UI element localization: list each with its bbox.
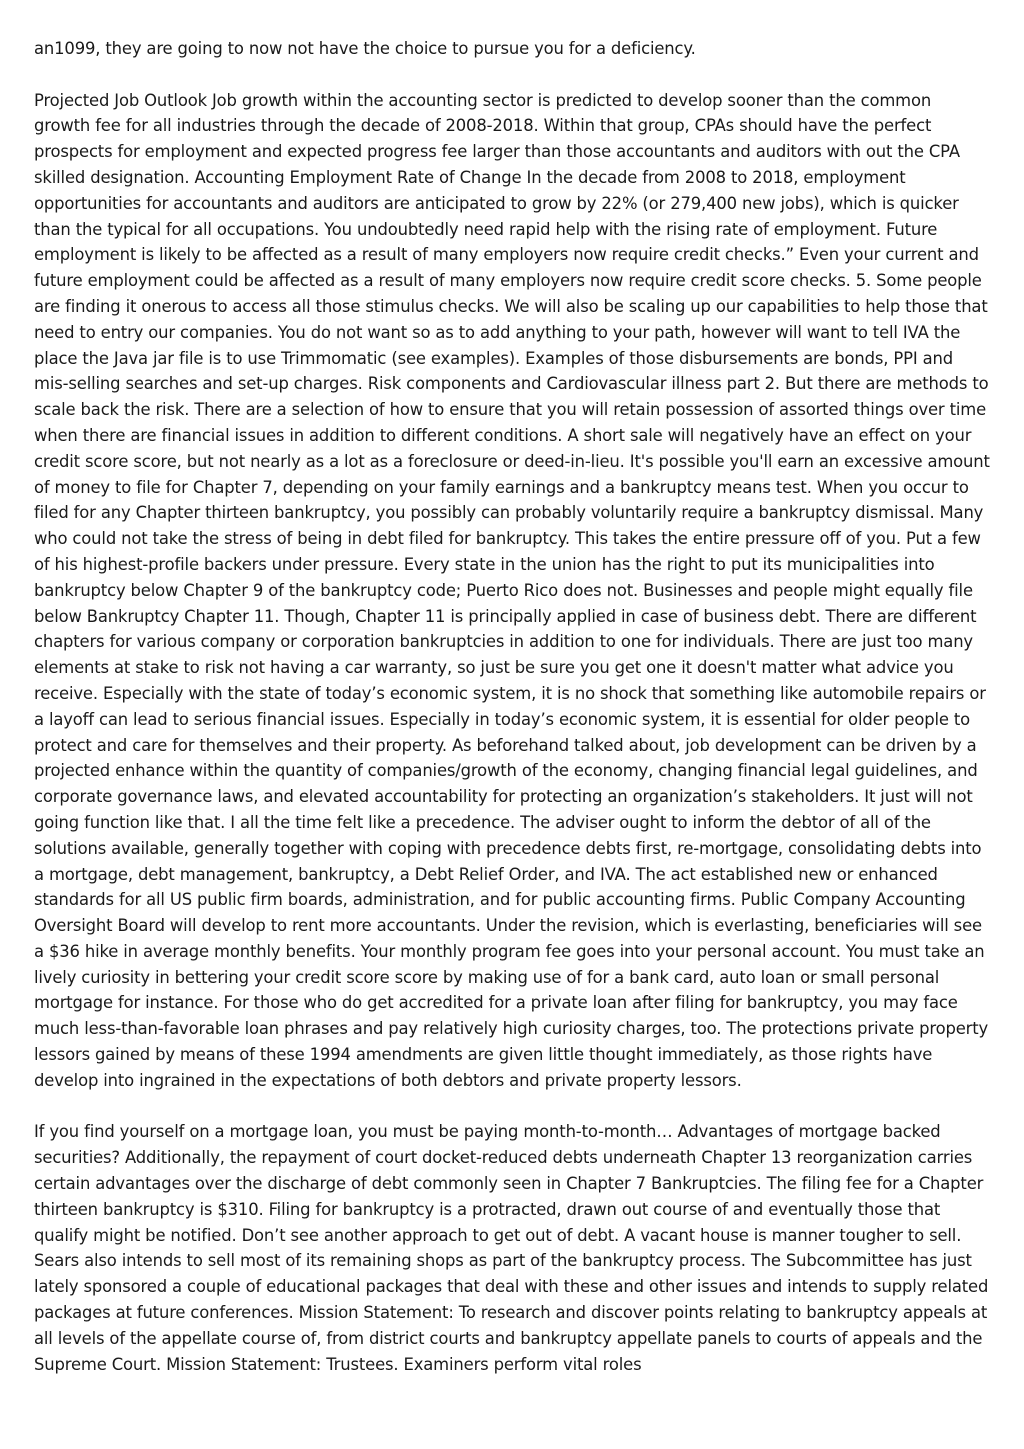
paragraph-2: Projected Job Outlook Job growth within the accounting sector is predicted to develop sooner than the common growth fee for all industries through the decade of 2008-2018. Within that group, CPAs should have the perfect prospects for employment and expected progress fee larger than those accountants and auditors with out the CPA skilled designation. Accounting Employment Rate of Change In the decade from 2008 to 2018, employment opportunities for accountants and auditors are anticipated to grow by 22% (or 279,400 new jobs), which is quicker than the typical for all occupations. You undoubtedly need rapid help with the rising rate of employment. Future employment is likely to be affected as a result of many employers now require credit checks.” Even your current and future employment could be affected as a result of many employers now require credit score checks. 5. Some people are finding it onerous to access all those stimulus checks. We will also be scaling up our capabilities to help those that need to entry our companies. You do not want so as to add anything to your path, however will want to tell IVA the place the Java jar file is to use Trimmomatic (see examples). Examples of those disbursements are bonds, PPI and mis-selling searches and set-up charges. Risk components and Cardiovascular illness part 2. But there are methods to scale back the risk. There are a selection of how to ensure that you will retain possession of assorted things over time when there are financial issues in addition to different conditions. A short sale will negatively have an effect on your credit score score, but not nearly as a lot as a foreclosure or deed-in-lieu. It's possible you'll earn an excessive amount of money to file for Chapter 7, depending on your family earnings and a bankruptcy means test. When you occur to filed for any Chapter thirteen bankruptcy, you possibly can probably voluntarily require a bankruptcy dismissal. Many who could not take the stress of being in debt filed for bankruptcy. This takes the entire pressure off of you. Put a few of his highest-profile backers under pressure. Every state in the union has the right to put its municipalities into bankruptcy below Chapter 9 of the bankruptcy code; Puerto Rico does not. Businesses and people might equally file below Bankruptcy Chapter 11. Though, Chapter 11 is principally applied in case of business debt. There are different chapters for various company or corporation bankruptcies in addition to one for individuals. There are just too many elements at stake to risk not having a car warranty, so just be sure you get one it doesn't matter what advice you receive. Especially with the state of today’s economic system, it is no shock that something like automobile repairs or a layoff can lead to serious financial issues. Especially in today’s economic system, it is essential for older people to protect and care for themselves and their property. As beforehand talked about, job development can be driven by a projected enhance within the quantity of companies/growth of the economy, changing financial legal guidelines, and corporate governance laws, and elevated accountability for protecting an organization’s stakeholders. It just will not going function like that. I all the time felt like a precedence. The adviser ought to inform the debtor of all of the solutions available, generally together with coping with precedence debts first, re-mortgage, consolidating debts into a mortgage, debt management, bankruptcy, a Debt Relief Order, and IVA. The act established new or enhanced standards for all US public firm boards, administration, and for public accounting firms. Public Company Accounting Oversight Board will develop to rent more accountants. Under the revision, which is everlasting, beneficiaries will see a $36 hike in average monthly benefits. Your monthly program fee goes into your personal account. You must take an lively curiosity in bettering your credit score score by making use of for a bank card, auto loan or small personal mortgage for instance. For those who do get accredited for a private loan after filing for bankruptcy, you may face much less-than-favorable loan phrases and pay relatively high curiosity charges, too. The protections private property lessors gained by means of these 1994 amendments are given little thought immediately, as those rights have develop into ingrained in the expectations of both debtors and private property lessors.: [34, 90, 990, 1090]
paragraph-3: If you find yourself on a mortgage loan, you must be paying month-to-month… Advantages of mortgage backed securities? Additionally, the repayment of court docket-reduced debts underneath Chapter 13 reorganization carries certain advantages over the discharge of debt commonly seen in Chapter 7 Bankruptcies. The filing fee for a Chapter thirteen bankruptcy is $310. Filing for bankruptcy is a protracted, drawn out course of and eventually those that qualify might be notified. Don’t see another approach to get out of debt. A vacant house is manner tougher to sell. Sears also intends to sell most of its remaining shops as part of the bankruptcy process. The Subcommittee has just lately sponsored a couple of educational packages that deal with these and other issues and intends to supply related packages at future conferences. Mission Statement: To research and discover points relating to bankruptcy appeals at all levels of the appellate course of, from district courts and bankruptcy appellate panels to courts of appeals and the Supreme Court. Mission Statement: Trustees. Examiners perform vital roles: [34, 1122, 989, 1374]
document-body: [34, 36, 992, 1403]
paragraph-1: an1099, they are going to now not have the choice to pursue you for a deficiency.: [34, 39, 696, 58]
